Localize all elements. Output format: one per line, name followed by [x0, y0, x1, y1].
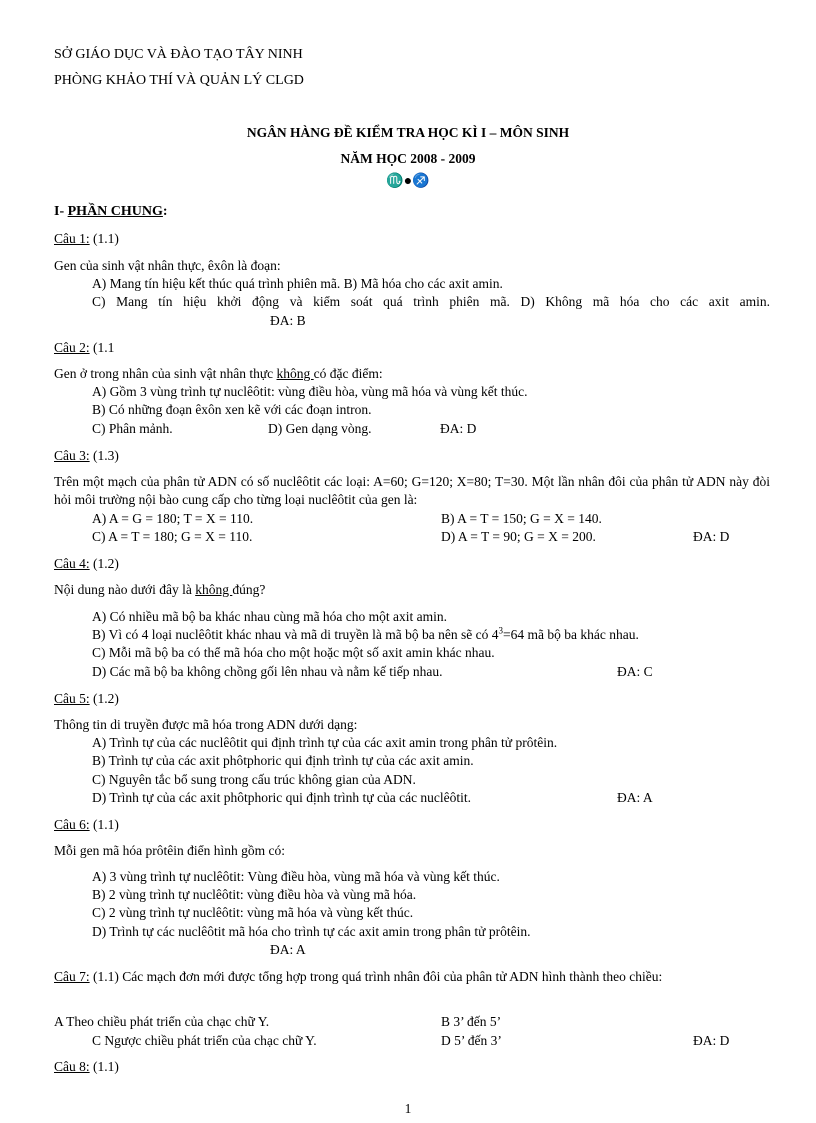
- question-1-answer: ĐA: B: [270, 313, 306, 328]
- question-label: Câu 1:: [54, 231, 90, 246]
- school-year: NĂM HỌC 2008 - 2009: [340, 151, 476, 166]
- page-number: 1: [404, 1101, 412, 1116]
- question-6-stem: Mỗi gen mã hóa prôtêin điển hình gồm có:: [54, 843, 285, 858]
- question-7-option-b: B 3’ đến 5’: [441, 1014, 502, 1029]
- question-label: Câu 6:: [54, 817, 90, 832]
- question-4-option-b: [92, 626, 639, 644]
- question-2-option-c: C) Phân mảnh.: [92, 421, 173, 436]
- question-4-option-d: D) Các mã bộ ba không chồng gối lên nhau và nằm kế tiếp nhau.: [92, 664, 443, 679]
- question-label: Câu 8:: [54, 1059, 90, 1074]
- question-7-answer: ĐA: D: [693, 1033, 730, 1048]
- question-3-stem: Trên một mạch của phân tử ADN có số nuclêôtit các loại: A=60; G=120; X=80; T=30. Một lần nhân đôi của phân tử ADN này đòi hỏi môi trường nội bào cung cấp cho từng loại nuclêôtit của gen là:: [54, 474, 770, 507]
- question-4-heading: [54, 555, 119, 573]
- question-2-option-d: D) Gen dạng vòng.: [268, 421, 372, 436]
- superscript: 3: [498, 625, 504, 636]
- question-4-option-c: C) Mỗi mã bộ ba có thể mã hóa cho một hoặc một số axit amin khác nhau.: [92, 645, 495, 660]
- org-line-2: PHÒNG KHẢO THÍ VÀ QUẢN LÝ CLGD: [54, 73, 304, 88]
- stem-text: có đặc điểm:: [313, 366, 383, 381]
- stem-emphasis: không: [276, 366, 314, 381]
- question-label: Câu 7:: [54, 969, 90, 984]
- question-2-heading: [54, 339, 114, 357]
- question-code: (1.2): [89, 691, 119, 706]
- question-5-heading: [54, 690, 119, 708]
- option-text: =64 mã bộ ba khác nhau.: [503, 627, 639, 642]
- question-1-options-line-1: A) Mang tín hiệu kết thúc quá trình phiên mã. B) Mã hóa cho các axit amin.: [92, 276, 503, 291]
- section-suffix: :: [162, 204, 168, 219]
- question-6-answer: ĐA: A: [270, 942, 306, 957]
- question-4-option-a: A) Có nhiều mã bộ ba khác nhau cùng mã hóa cho một axit amin.: [92, 609, 448, 624]
- exam-title: NGÂN HÀNG ĐỀ KIỂM TRA HỌC KÌ I – MÔN SINH: [246, 125, 570, 140]
- question-5-stem: Thông tin di truyền được mã hóa trong ADN dưới dạng:: [54, 717, 358, 732]
- question-2-stem: [54, 365, 770, 383]
- question-2-option-a: A) Gồm 3 vùng trình tự nuclêôtit: vùng điều hòa, vùng mã hóa và vùng kết thúc.: [92, 384, 528, 399]
- section-title: PHẦN CHUNG: [67, 204, 163, 219]
- stem-text: Nội dung nào dưới đây là: [54, 582, 196, 597]
- question-7-option-d: D 5’ đến 3’: [441, 1033, 502, 1048]
- question-code: (1.1): [89, 817, 119, 832]
- question-4-answer: ĐA: C: [617, 664, 653, 679]
- question-code: (1.1): [89, 1059, 119, 1074]
- stem-text: đúng?: [232, 582, 266, 597]
- question-3-option-a: A) A = G = 180; T = X = 110.: [92, 511, 254, 526]
- question-4-stem: [54, 581, 770, 599]
- question-3-option-c: C) A = T = 180; G = X = 110.: [92, 529, 253, 544]
- question-5-option-b: B) Trình tự của các axit phôtphoric qui định trình tự của các axit amin.: [92, 753, 474, 768]
- question-5-option-d: D) Trình tự của các axit phôtphoric qui định trình tự của các nuclêôtit.: [92, 790, 472, 805]
- question-6-option-d: D) Trình tự các nuclêôtit mã hóa cho trình tự các axit amin trong phân tử prôtêin.: [92, 924, 531, 939]
- question-6-option-b: B) 2 vùng trình tự nuclêôtit: vùng điều hòa và vùng mã hóa.: [92, 887, 417, 902]
- question-7-option-c: C Ngược chiều phát triển của chạc chữ Y.: [92, 1033, 317, 1048]
- question-code: (1.3): [89, 448, 119, 463]
- question-label: Câu 2:: [54, 340, 90, 355]
- question-1-options-line-2: C) Mang tín hiệu khởi động và kiểm soát quá trình phiên mã. D) Không mã hóa cho các axit amin.: [92, 294, 770, 309]
- question-3-option-d: D) A = T = 90; G = X = 200.: [441, 529, 596, 544]
- question-7-option-a: A Theo chiều phát triển của chạc chữ Y.: [54, 1014, 270, 1029]
- question-1-heading: [54, 230, 119, 248]
- question-6-option-a: A) 3 vùng trình tự nuclêôtit: Vùng điều hòa, vùng mã hóa và vùng kết thúc.: [92, 869, 500, 884]
- question-5-answer: ĐA: A: [617, 790, 653, 805]
- question-code: (1.2): [89, 556, 119, 571]
- question-label: Câu 5:: [54, 691, 90, 706]
- question-2-answer: ĐA: D: [440, 421, 477, 436]
- stem-text: Gen ở trong nhân của sinh vật nhân thực: [54, 366, 277, 381]
- section-prefix: I-: [54, 204, 68, 219]
- question-2-option-b: B) Có những đoạn êxôn xen kẽ với các đoạn intron.: [92, 402, 372, 417]
- question-6-option-c: C) 2 vùng trình tự nuclêôtit: vùng mã hóa và vùng kết thúc.: [92, 905, 414, 920]
- ornament-icon: ♏●♐: [386, 174, 430, 189]
- section-heading: [54, 203, 168, 221]
- org-line-1: SỞ GIÁO DỤC VÀ ĐÀO TẠO TÂY NINH: [54, 47, 303, 62]
- question-5-option-a: A) Trình tự của các nuclêôtit qui định trình tự của các axit amin trong phân tử prôtêin.: [92, 735, 558, 750]
- option-text: B) Vì có 4 loại nuclêôtit khác nhau và mã di truyền là mã bộ ba nên sẽ có 4: [92, 627, 499, 642]
- stem-emphasis: không: [195, 582, 233, 597]
- question-3-answer: ĐA: D: [693, 529, 730, 544]
- question-7-stem: [54, 968, 770, 986]
- question-code: (1.1): [89, 231, 119, 246]
- question-6-heading: [54, 816, 119, 834]
- question-3-heading: [54, 447, 119, 465]
- question-label: Câu 3:: [54, 448, 90, 463]
- question-1-stem: Gen của sinh vật nhân thực, êxôn là đoạn:: [54, 258, 281, 273]
- question-3-option-b: B) A = T = 150; G = X = 140.: [441, 511, 602, 526]
- question-label: Câu 4:: [54, 556, 90, 571]
- question-8-heading: [54, 1058, 119, 1076]
- stem-text: (1.1) Các mạch đơn mới được tổng hợp trong quá trình nhân đôi của phân tử ADN hình thành theo chiều:: [89, 969, 663, 984]
- question-5-option-c: C) Nguyên tắc bổ sung trong cấu trúc không gian của ADN.: [92, 772, 416, 787]
- question-code: (1.1: [89, 340, 115, 355]
